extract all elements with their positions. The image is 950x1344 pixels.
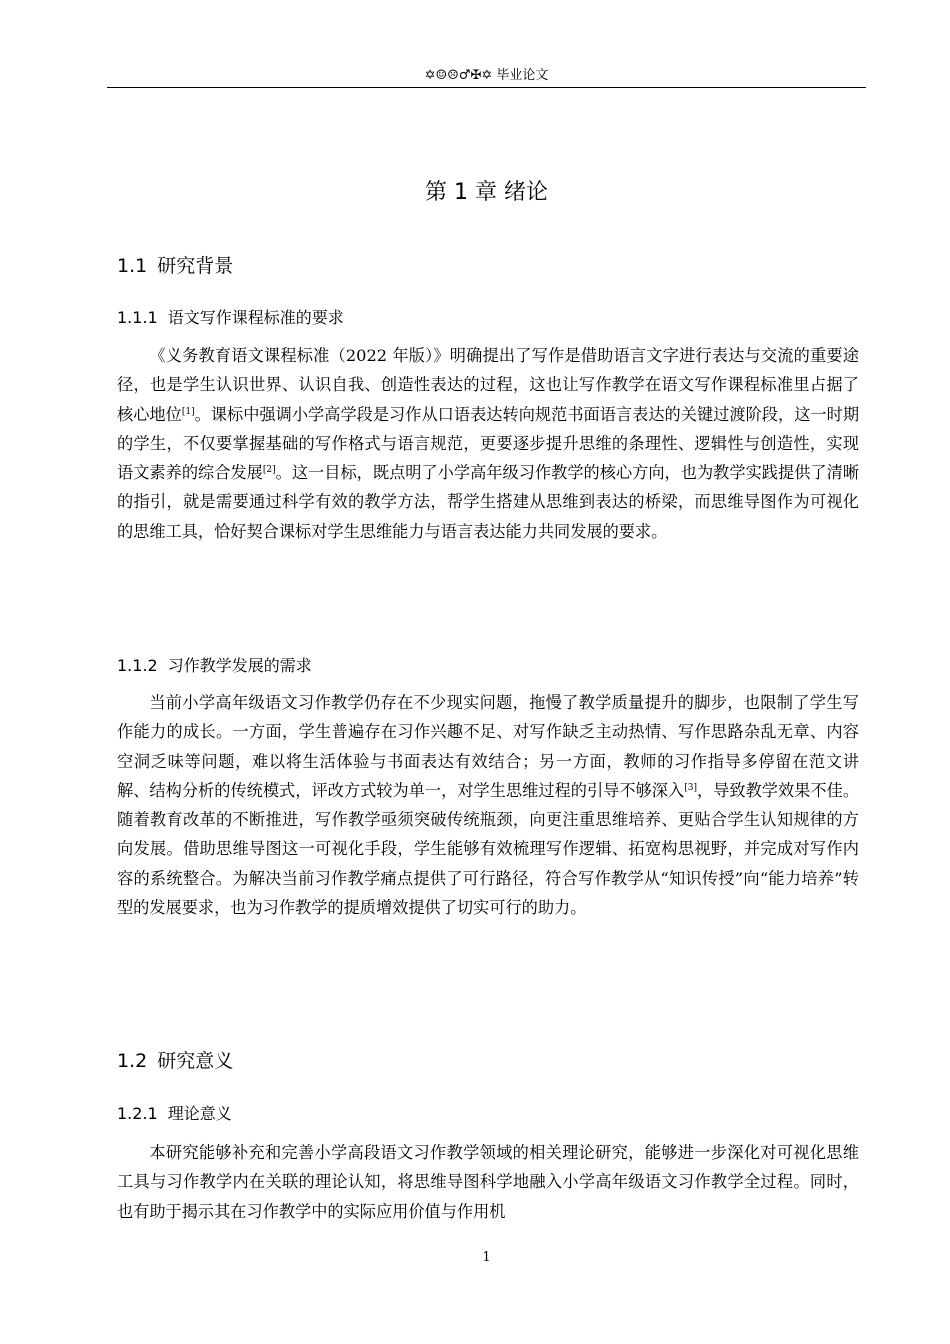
section-number: 1.1 [117,255,148,277]
section-heading-1-1 [117,253,233,279]
citation-1: [1] [181,406,195,417]
header-rule [107,87,866,88]
paragraph-teaching-needs: 当前小学高年级语文习作教学仍存在不少现实问题，拖慢了教学质量提升的脚步，也限制了学生写作能力的成长。一方面，学生普遍存在习作兴趣不足、对写作缺乏主动热情、写作思路杂乱无章、内容空洞乏味等问题，难以将生活体验与书面表达有效结合；另一方面，教师的习作指导多停留在范文讲解、结构分析的传统模式，评改方式较为单一，对学生思维过程的引导不够深入[3]，导致教学效果不佳。随着教育改革的不断推进，写作教学亟须突破传统瓶颈，向更注重思维培养、更贴合学生认知规律的方向发展。借助思维导图这一可视化手段，学生能够有效梳理写作逻辑、拓宽构思视野，并完成对写作内容的系统整合。为解决当前习作教学痛点提供了可行路径，符合写作教学从“知识传授”向“能力培养”转型的发展要求，也为习作教学的提质增效提供了切实可行的助力。 [117,693,860,918]
subsection-number: 1.2.1 [117,1104,158,1123]
subsection-heading-1-1-2 [117,655,312,677]
running-header: ✡☺☹♂✠✡ 毕业论文 [424,68,549,83]
chapter-title: 第 1 章 绪论 [425,180,548,205]
section-heading-1-2 [117,1048,233,1074]
citation-3: [3] [684,782,697,793]
subsection-number: 1.1.2 [117,656,158,675]
subsection-heading-1-2-1 [117,1103,232,1125]
section-title: 研究背景 [157,255,234,277]
subsection-title: 语文写作课程标准的要求 [167,308,344,327]
citation-2: [2] [262,465,276,476]
section-number: 1.2 [117,1050,148,1072]
subsection-heading-1-1-1 [117,307,344,329]
paragraph-curriculum-standard: 《义务教育语文课程标准（2022 年版）》明确提出了写作是借助语言文字进行表达与交流的重要途径，也是学生认识世界、认识自我、创造性表达的过程，这也让写作教学在语文写作课程标准里占据了核心地位[1]。课标中强调小学高学段是习作从口语表达转向规范书面语言表达的关键过渡阶段，这一时期的学生，不仅要掌握基础的写作格式与语言规范，更要逐步提升思维的条理性、逻辑性与创造性，实现语文素养的综合发展[2]。这一目标，既点明了小学高年级习作教学的核心方向，也为教学实践提供了清晰的指引，就是需要通过科学有效的教学方法，帮学生搭建从思维到表达的桥梁，而思维导图作为可视化的思维工具，恰好契合课标对学生思维能力与语言表达能力共同发展的要求。 [117,346,860,541]
section-title: 研究意义 [157,1050,234,1072]
page-number: 1 [482,1250,491,1265]
paragraph-theoretical-significance: 本研究能够补充和完善小学高段语文习作教学领域的相关理论研究，能够进一步深化对可视化思维工具与习作教学内在关联的理论认知，将思维导图科学地融入小学高年级语文习作教学全过程。同时，也有助于揭示其在习作教学中的实际应用价值与作用机 [117,1143,859,1221]
subsection-title: 习作教学发展的需求 [167,656,312,675]
subsection-title: 理论意义 [167,1104,232,1123]
subsection-number: 1.1.1 [117,308,158,327]
